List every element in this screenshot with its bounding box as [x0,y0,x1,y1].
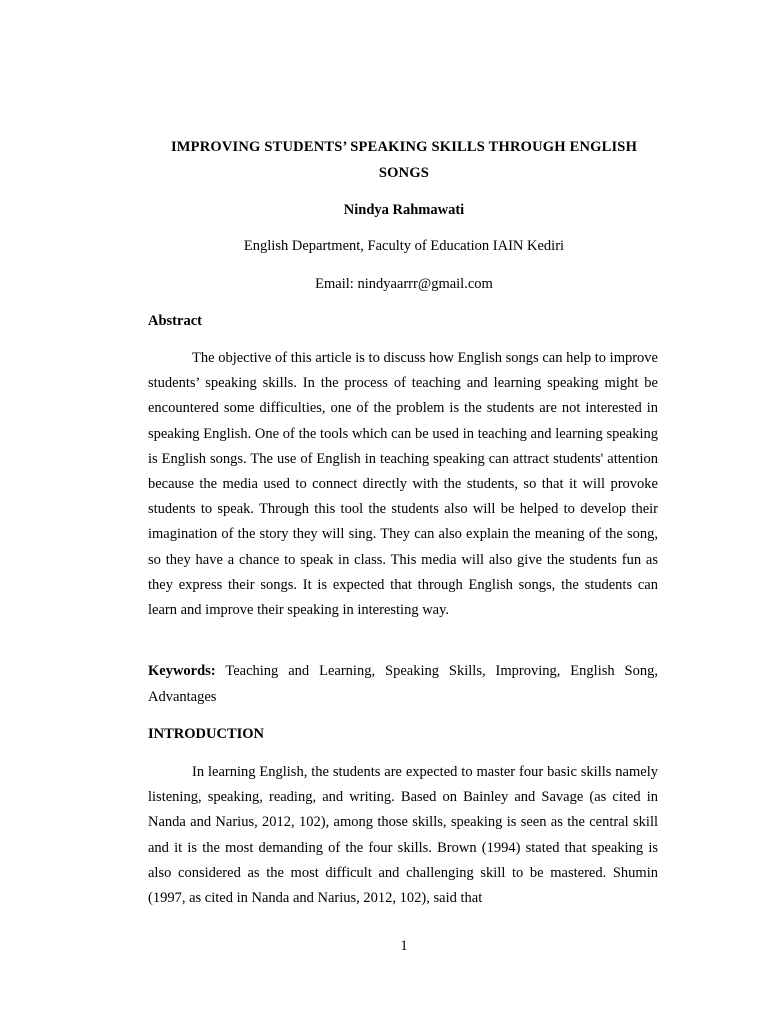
keywords [148,659,658,710]
author-name: Nindya Rahmawati [343,202,465,218]
introduction-heading: INTRODUCTION [148,726,265,742]
abstract-body: The objective of this article is to discuss how English songs can help to improve students’ speaking skills. In the process of teaching and learning speaking might be encountered some difficulties, one of the problem is the students are not interested in speaking English. One of the tools which can be used in teaching and learning speaking is English songs. The use of English in teaching speaking can attract students' attention because the media used to connect directly with the students, so that it will provoke students to speak. Through this tool the students also will be helped to develop their imagination of the story they will sing. They can also explain the meaning of the song, so they have a chance to speak in class. This media will also give the students fun as they express their songs. It is expected that through English songs, the students can learn and improve their speaking in interesting way. [148,350,658,619]
abstract-heading: Abstract [148,313,202,329]
page-number: 1 [400,938,408,954]
keywords-text: Teaching and Learning, Speaking Skills, Improving, English Song, Advantages [148,663,658,705]
author-email: Email: nindyaarrr@gmail.com [315,276,493,292]
keywords-label: Keywords: [148,663,216,679]
author-affiliation: English Department, Faculty of Education IAIN Kediri [243,238,565,254]
introduction-body: In learning English, the students are expected to master four basic skills namely listening, speaking, reading, and writing. Based on Bainley and Savage (as cited in Nanda and Narius, 2012, 102), among those skills, speaking is seen as the central skill and it is the most demanding of the four skills. Brown (1994) stated that speaking is also considered as the most difficult and challenging skill to be mastered. Shumin (1997, as cited in Nanda and Narius, 2012, 102), said that [148,764,658,907]
paper-title: IMPROVING STUDENTS’ SPEAKING SKILLS THROUGH ENGLISH SONGS [170,139,638,181]
